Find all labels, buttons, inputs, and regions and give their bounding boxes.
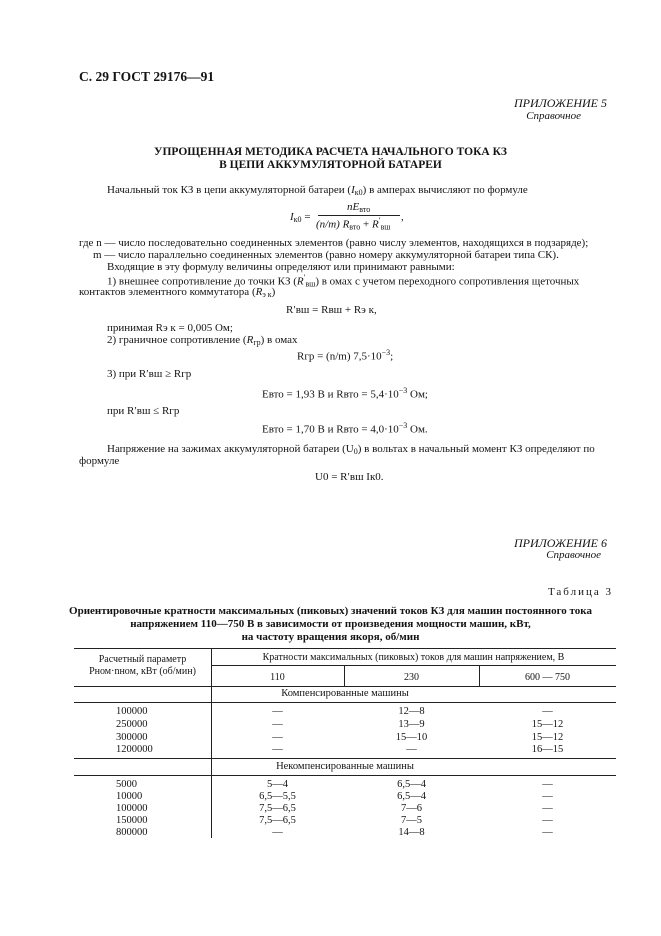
table-cell: — — [542, 791, 553, 802]
table-cell: 1200000 — [116, 744, 153, 755]
formula-4: Eвто = 1,93 В и Rвто = $5,4\cdot 10^{-3}$ Ом; — [262, 386, 428, 401]
table-caption-line-1: Ориентировочные кратности максимальных (пиковых) значений токов КЗ для машин постоянного тока — [69, 605, 592, 617]
table-cell: — — [542, 706, 553, 717]
table-cell: — — [542, 815, 553, 826]
section-uncompensated: Некомпенсированные машины — [276, 761, 414, 772]
paragraph-2: Напряжение на зажимах аккумуляторной батареи $(U_0)$ в вольтах в начальный момент КЗ определяют по — [107, 443, 595, 456]
table-cell: 7—6 — [401, 803, 422, 814]
table-caption-line-3: на частоту вращения якоря, об/мин — [241, 631, 420, 643]
paragraph-2-cont: формуле — [79, 455, 120, 467]
formula-5: Eвто = 1,70 В и Rвто = $4,0\cdot 10^{-3}$ Ом. — [262, 421, 428, 436]
formula-1-denominator: (n/m) $R_{вто} + R'_{вш}$ — [316, 216, 391, 232]
formula-1-lhs: $I_{к0}$ = — [290, 211, 311, 224]
table-cell: — — [272, 732, 283, 743]
voltage-600-750: 600 — 750 — [525, 672, 570, 683]
table-cell: — — [272, 719, 283, 730]
appendix-6-sub: Справочное — [546, 549, 601, 561]
table-cell: 800000 — [116, 827, 148, 838]
intro-text: Входящие в эту формулу величины определяют или принимают равными: — [107, 261, 455, 273]
table-cell: 5—4 — [267, 779, 288, 790]
table-cell: — — [272, 744, 283, 755]
param-header-units: Pном·nном, кВт (об/мин) — [89, 666, 196, 677]
table-cell: 7,5—6,5 — [259, 803, 296, 814]
section-title-line-2: В ЦЕПИ АККУМУЛЯТОРНОЙ БАТАРЕИ — [219, 159, 442, 171]
table-cell: 150000 — [116, 815, 148, 826]
table-cell: 7,5—6,5 — [259, 815, 296, 826]
table-cell: 5000 — [116, 779, 137, 790]
appendix-5-label: ПРИЛОЖЕНИЕ 5 — [514, 96, 607, 110]
table-cell: 100000 — [116, 803, 148, 814]
item-2: 2) граничное сопротивление $(R_{гр})$ в омах — [107, 334, 298, 347]
where-n: где n — число последовательно соединенных элементов (равно числу элементов, находящихся в подзаряде); — [79, 237, 589, 249]
table-caption-line-2: напряжением 110—750 В в зависимости от произведения мощности машин, кВт, — [130, 618, 531, 630]
when-text: при R′вш ≤ Rгр — [107, 405, 180, 417]
appendix-5-sub: Справочное — [526, 110, 581, 122]
appendix-6-label: ПРИЛОЖЕНИЕ 6 — [514, 536, 607, 550]
table-cell: 300000 — [116, 732, 148, 743]
table-cell: 6,5—4 — [397, 791, 426, 802]
table-cell: 14—8 — [398, 827, 425, 838]
table-cell: 6,5—4 — [397, 779, 426, 790]
accept-text: принимая Rэ к = 0,005 Ом; — [107, 322, 233, 334]
table-cell: 6,5—5,5 — [259, 791, 296, 802]
table-cell: — — [542, 779, 553, 790]
current-subscript: к0 — [354, 188, 363, 197]
param-header: Расчетный параметр — [98, 654, 187, 665]
table-cell: — — [272, 706, 283, 717]
voltage-110: 110 — [270, 672, 285, 683]
table-cell: 100000 — [116, 706, 148, 717]
table-cell: — — [542, 803, 553, 814]
formula-1-comma: , — [401, 211, 404, 223]
formula-3: Rгр = (n/m) $7,5\cdot 10^{-3}$; — [297, 348, 394, 363]
formula-1-numerator: $nE_{вто}$ — [347, 201, 371, 214]
data-table — [74, 648, 616, 838]
formula-6: U0 = R′вш Iк0. — [315, 471, 384, 483]
table-cell: 10000 — [116, 791, 143, 802]
voltage-230: 230 — [404, 672, 419, 683]
table-cell: — — [542, 827, 553, 838]
table-cell: — — [406, 744, 417, 755]
table-cell: 250000 — [116, 719, 148, 730]
paragraph-1-after: ) в амперах вычисляют по формуле — [362, 184, 528, 196]
paragraph-1 — [107, 184, 528, 197]
table-cell: 16—15 — [531, 744, 564, 755]
item-1: 1) внешнее сопротивление до точки КЗ $(R'_{вш})$ в омах с учетом переходного сопротивления щеточных — [107, 273, 580, 289]
table-cell: 15—12 — [531, 732, 564, 743]
section-title-line-1: УПРОЩЕННАЯ МЕТОДИКА РАСЧЕТА НАЧАЛЬНОГО ТОКА КЗ — [154, 146, 507, 158]
item-1-cont: контактов элементного коммутатора $(R_{э к})$ — [79, 286, 276, 299]
table-number: Таблица 3 — [547, 586, 613, 598]
current-symbol: I — [351, 184, 355, 196]
formula-2: R′вш = Rвш + Rэ к, — [286, 304, 377, 316]
table-cell: 12—8 — [398, 706, 425, 717]
group-header: Кратности максимальных (пиковых) токов для машин напряжением, В — [262, 652, 565, 663]
table-cell: 15—10 — [395, 732, 428, 743]
table-cell: — — [272, 827, 283, 838]
item-3: 3) при R′вш ≥ Rгр — [107, 368, 192, 380]
where-m: m — число параллельно соединенных элементов (равно номеру аккумуляторной батареи типа СК). — [93, 249, 559, 261]
table-cell: 7—5 — [401, 815, 422, 826]
paragraph-1-before: Начальный ток КЗ в цепи аккумуляторной батареи ( — [107, 184, 352, 196]
table-cell: 15—12 — [531, 719, 564, 730]
page-header: С. 29 ГОСТ 29176—91 — [79, 69, 215, 84]
section-compensated: Компенсированные машины — [281, 688, 409, 699]
table-cell: 13—9 — [398, 719, 425, 730]
